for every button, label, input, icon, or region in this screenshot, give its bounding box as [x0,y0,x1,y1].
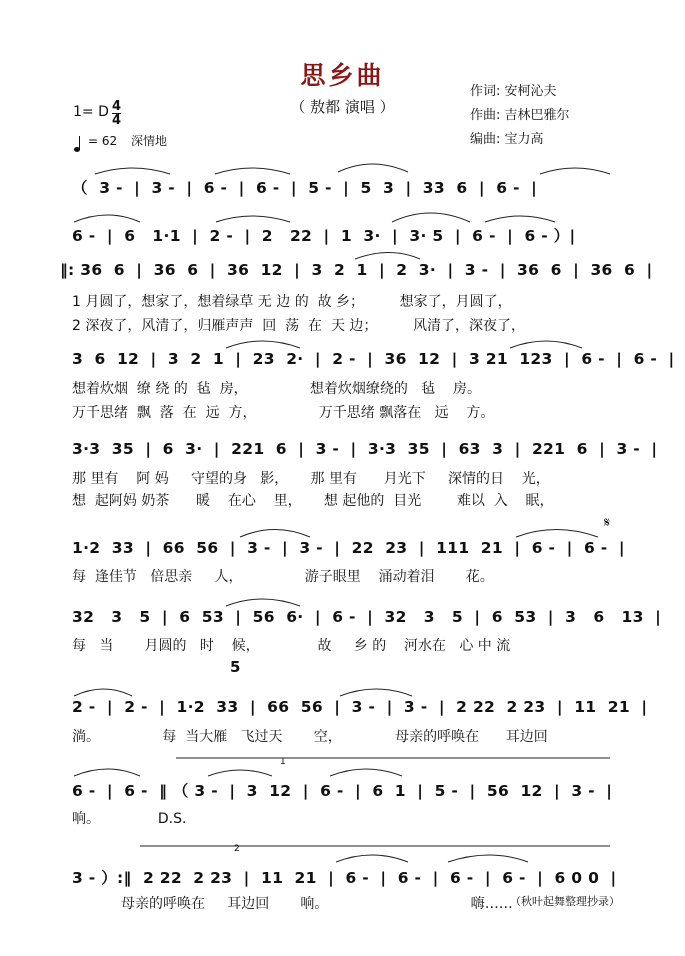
score-line-8: 2 - | 2 - | 1·2 33 | 66 56 | 3 - | 3 - | 2 22 2 23 | 11 21 | [72,698,648,716]
slur [240,530,310,538]
lyric-line-6: 每 逢佳节 倍思亲 人， 游子眼里 涌动着泪 花。 [72,569,494,585]
slur [485,216,555,222]
segno-icon: 𝄋 [604,515,611,531]
key-signature: 1= D [73,104,109,120]
lyric-line-9: 响。 D.S. [72,811,187,827]
expression-marking: 深情地 [130,134,167,148]
slur [355,253,420,260]
score-line-9: 6 - | 6 - ‖ （ 3 - | 3 12 | 6 - | 6 1 | 5 - | 56 12 | 3 - | [72,782,613,800]
singer-credit: （ 敖都 演唱 ） [290,98,395,116]
score-line-10: 3 - ）:‖ 2 22 2 23 | 11 21 | 6 - | 6 - | 6 - | 6 - | 6 0 0 | [72,869,617,887]
volta-2-label: 2 [234,844,240,854]
slur [74,689,132,696]
score-line-7: 32 3 5 | 6 53 | 56 6· | 6 - | 32 3 5 | 6 53 | 3 6 13 | [72,608,662,626]
score-line-4: 3 6 12 | 3 2 1 | 23 2· | 2 - | 36 12 | 3 21 123 | 6 - | 6 - | [72,350,675,368]
score-line-5: 3·3 35 | 6 3· | 221 6 | 3 - | 3·3 35 | 63 3 | 221 6 | 3 - | [72,440,658,458]
lyric-line-3a: 1 月圆了，想家了，想着绿草 无 边 的 故 乡； 想家了，月圆了， [72,294,512,310]
tempo-value: = 62 [88,134,118,148]
lyric-line-10: 母亲的呼唤在 耳边回 响。 嗨…… [72,896,513,912]
tempo-marking [74,132,167,152]
slur [448,855,528,862]
lyric-line-5a: 那 里有 阿 妈 守望的身 影， 那 里有 月光下 深情的日 光， [72,471,550,487]
slur [336,855,408,862]
grace-note: 5 [230,658,241,676]
lyric-line-5b: 想 起阿妈 奶茶 暖 在心 里， 想 起他的 目光 难以 入 眠， [72,493,554,509]
lyric-line-8: 淌。 每 当大雁 飞过天 空， 母亲的呼唤在 耳边回 [72,729,548,745]
slur [330,769,402,776]
slur [392,213,470,222]
slur [95,168,170,174]
meter-bottom: 4 [112,113,122,128]
composer-credit: 作曲: 吉林巴雅尔 [470,108,570,123]
slur [338,164,408,172]
score-line-3: ‖: 36 6 | 36 6 | 36 12 | 3 2 1 | 2 3· | 3 - | 36 6 | 36 6 | [60,261,653,279]
slur [74,769,140,776]
slur [226,341,300,348]
score-line-6: 1·2 33 | 66 56 | 3 - | 3 - | 22 23 | 111 21 | 6 - | 6 - | [72,539,625,557]
lyric-line-4b: 万千思绪 飘 落 在 远 方， 万千思绪 飘落在 远 方。 [72,405,495,421]
lyric-line-3b: 2 深夜了，风清了，归雁声声 回 荡 在 天 边； 风清了，深夜了， [72,318,526,334]
slur [216,216,290,222]
slur [74,215,140,222]
lyric-line-7: 每 当 月圆的 时 候， 故 乡 的 河水在 心 中 流 [72,638,511,654]
song-title: 思乡曲 [300,61,385,90]
score-line-2: 6 - | 6 1·1 | 2 - | 2 22 | 1 3· | 3· 5 | 6 - | 6 - ）| [72,227,576,245]
time-signature [112,100,121,127]
transcriber-credit: （秋叶起舞整理抄录） [510,895,620,908]
quarter-note-icon [74,147,80,152]
arranger-credit: 编曲: 宝力高 [470,132,544,147]
slur [226,599,300,606]
lyricist-credit: 作词: 安柯沁夫 [470,84,557,99]
slur [540,168,610,174]
score-line-1: （ 3 - | 3 - | 6 - | 6 - | 5 - | 5 3 | 33 6 | 6 - | [72,179,538,197]
slur [516,530,598,538]
slur [340,689,412,696]
volta-1-label: 1 [280,757,286,767]
slur [510,341,582,348]
lyric-line-4a: 想着炊烟 缭 绕 的 毡 房， 想着炊烟缭绕的 毡 房。 [72,381,482,397]
slur [208,770,272,776]
slur [215,168,290,174]
meter-top: 4 [112,99,122,114]
